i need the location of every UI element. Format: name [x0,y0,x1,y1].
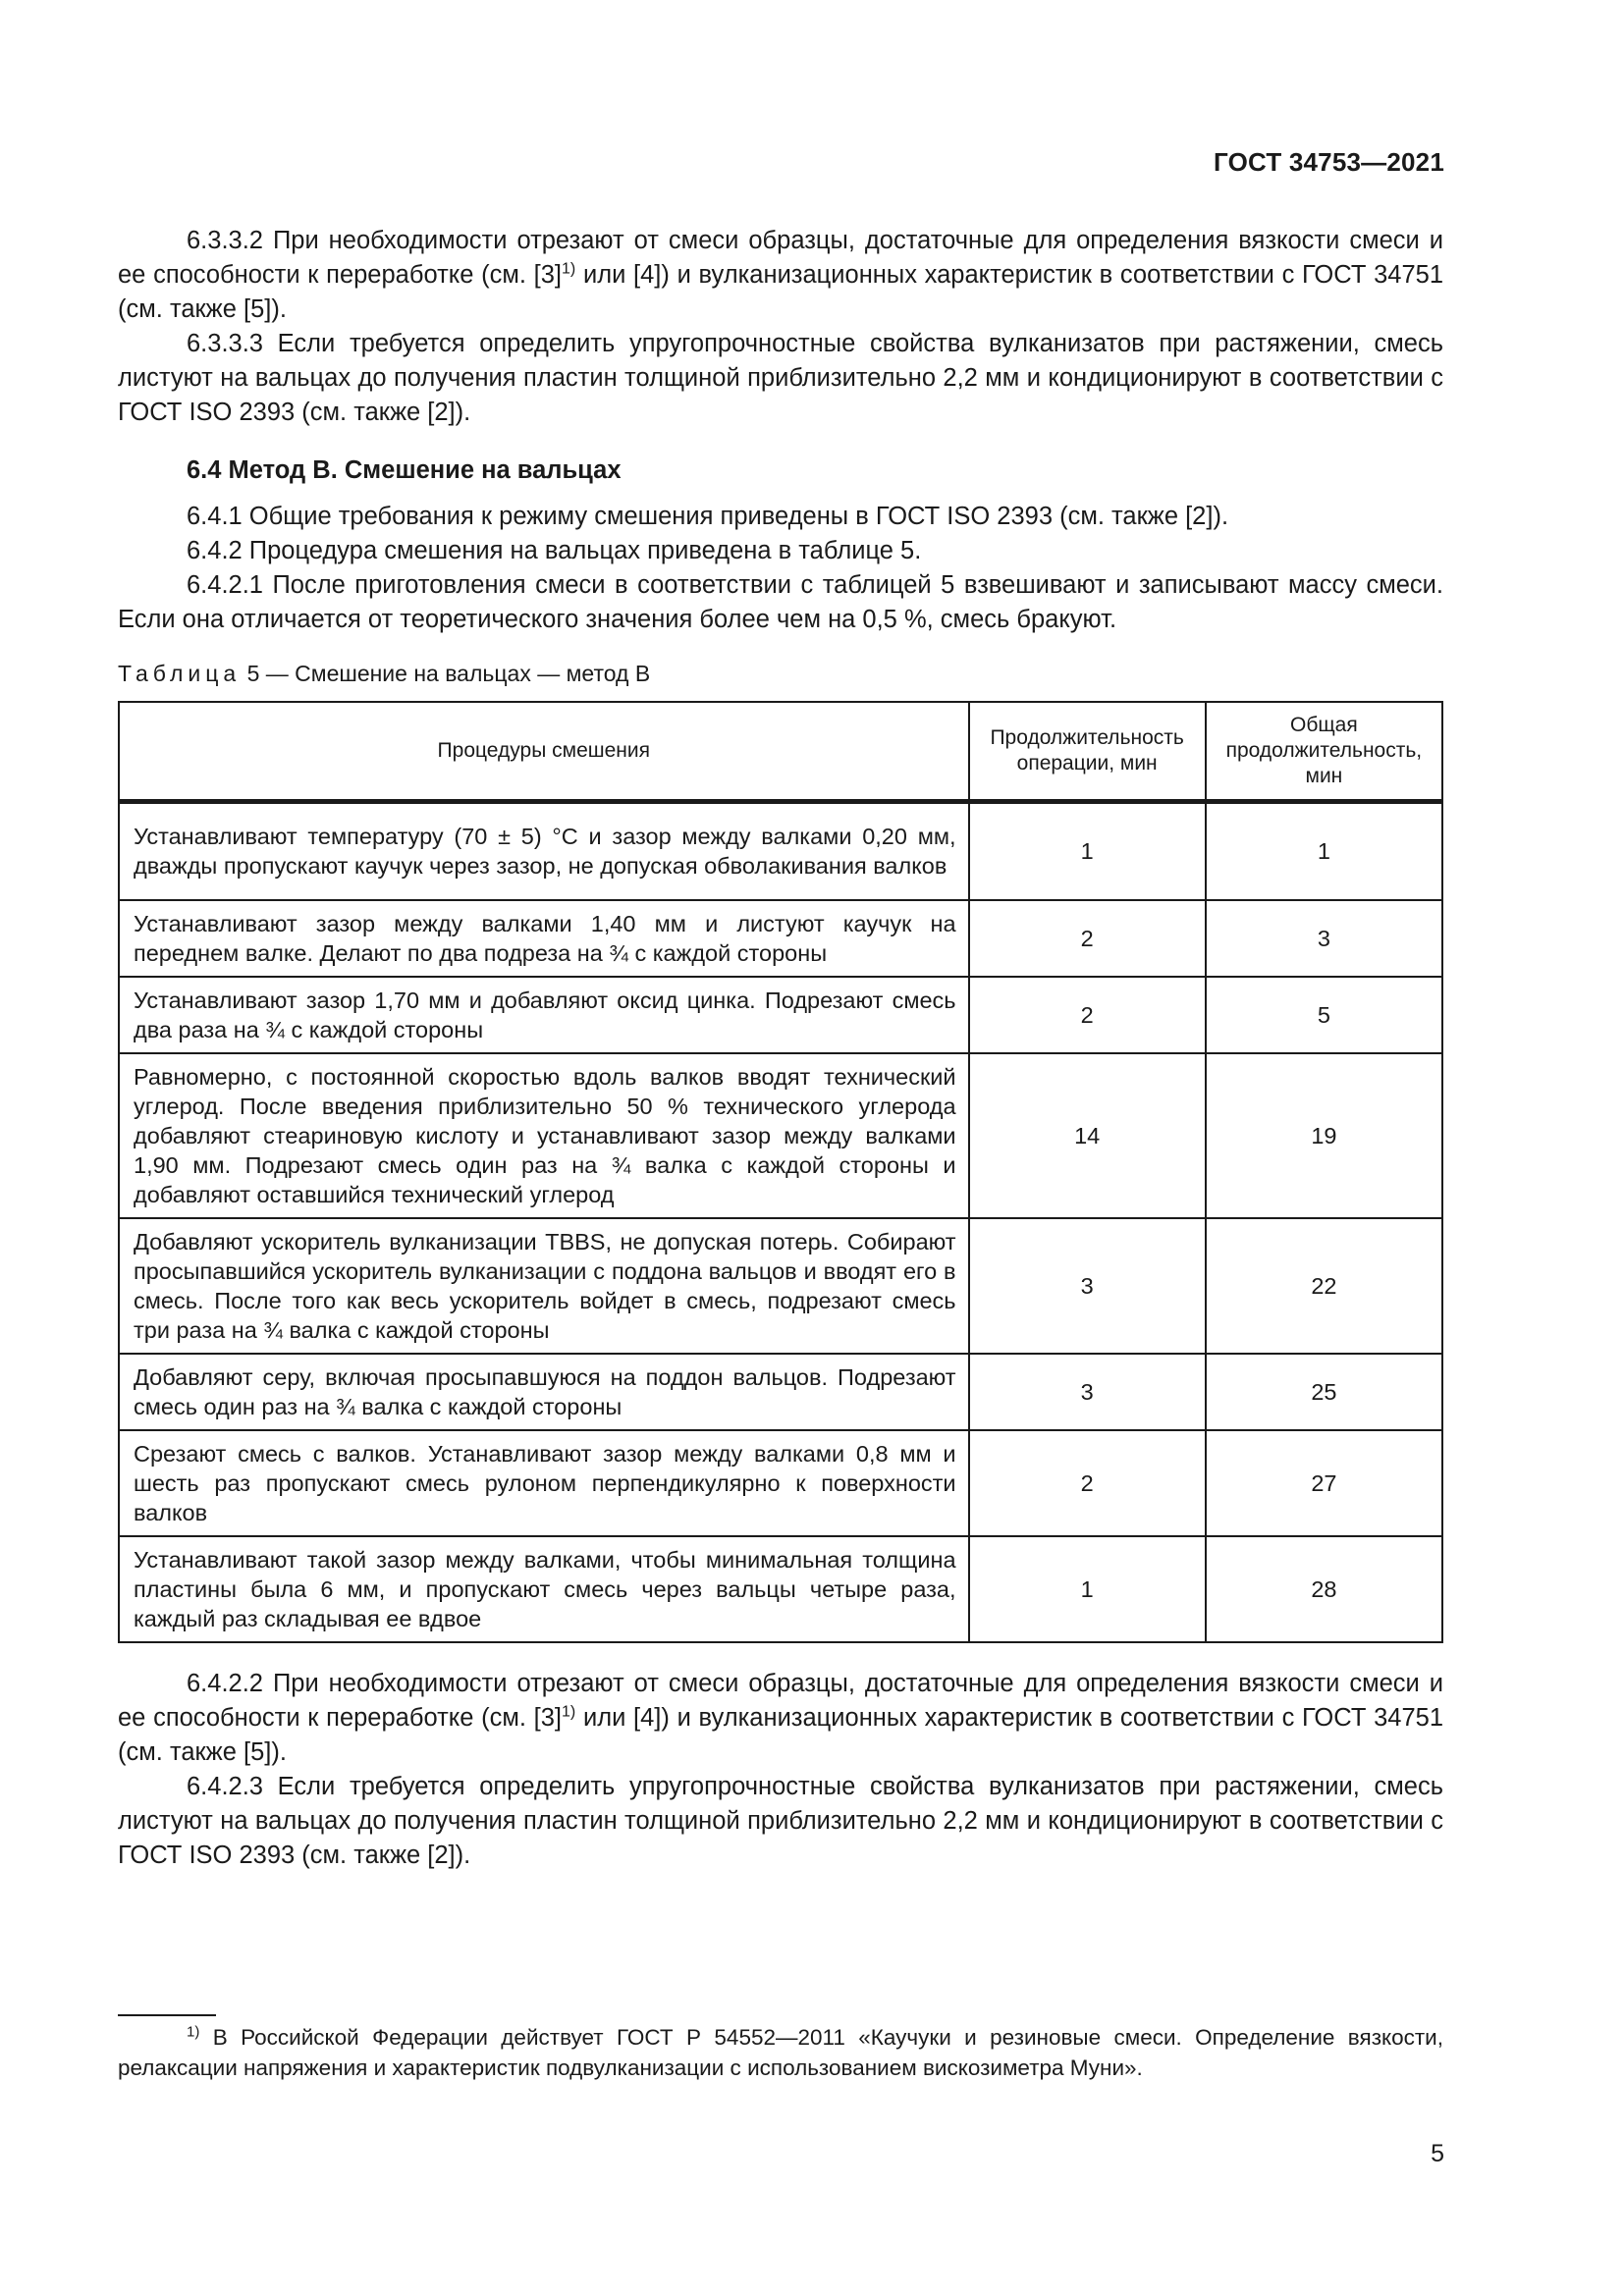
table-caption-text: 5 — Смешение на вальцах — метод В [241,661,651,686]
paragraph-6-4-2-2 [118,1667,1443,1770]
footnote-marker: 1) [187,2023,200,2041]
cell-duration: 3 [969,1218,1206,1354]
cell-total: 25 [1206,1354,1442,1430]
table-row [119,900,1442,977]
cell-procedure: Устанавливают такой зазор между валками, чтобы минимальная толщина пластины была 6 мм, и пропускают смесь через вальцы четыре раза, каждый раз складывая ее вдвое [119,1536,969,1642]
cell-total: 5 [1206,977,1442,1053]
cell-duration: 1 [969,802,1206,900]
cell-procedure: Устанавливают температуру (70 ± 5) °С и зазор между валками 0,20 мм, дважды пропускают каучук через зазор, не допуская обволакивания валков [119,802,969,900]
page-number: 5 [1431,2140,1444,2167]
cell-total: 22 [1206,1218,1442,1354]
paragraph-text: 6.4.2.2 При необходимости отрезают от смеси образцы, достаточные для определения вязкости смеси и ее способности к переработке (см. [3] [118,1669,1443,1732]
footnote [118,2022,1443,2083]
paragraph-6-3-3-2 [118,224,1443,327]
page-content [118,224,1443,1873]
cell-total: 27 [1206,1430,1442,1536]
cell-total: 1 [1206,802,1442,900]
header-procedures: Процедуры смешения [119,702,969,802]
cell-duration: 2 [969,977,1206,1053]
table-header-row [119,702,1442,802]
cell-total: 19 [1206,1053,1442,1218]
paragraph-6-4-2: 6.4.2 Процедура смешения на вальцах приведена в таблице 5. [187,537,922,564]
paragraph-6-4-1: 6.4.1 Общие требования к режиму смешения приведены в ГОСТ ISO 2393 (см. также [2]). [187,503,1229,530]
cell-duration: 2 [969,1430,1206,1536]
table-row [119,1430,1442,1536]
table-row [119,1053,1442,1218]
paragraph-6-4-2-1: 6.4.2.1 После приготовления смеси в соответствии с таблицей 5 взвешивают и записывают массу смеси. Если она отличается от теоретического значения более чем на 0,5 %, смесь бракуют. [118,571,1443,633]
table-caption [118,657,1443,691]
paragraph-6-3-3-3: 6.3.3.3 Если требуется определить упругопрочностные свойства вулканизатов при растяжении, смесь листуют на вальцах до получения пластин толщиной приблизительно 2,2 мм и кондиционируют в соответствии с ГОСТ ISO 2393 (см. также [2]). [118,330,1443,426]
table-row [119,977,1442,1053]
paragraph-6-4-2-3: 6.4.2.3 Если требуется определить упругопрочностные свойства вулканизатов при растяжении, смесь листуют на вальцах до получения пластин толщиной приблизительно 2,2 мм и кондиционируют в соответствии с ГОСТ ISO 2393 (см. также [2]). [118,1772,1443,1869]
cell-procedure: Добавляют серу, включая просыпавшуюся на поддон вальцов. Подрезают смесь один раз на ¾ валка с каждой стороны [119,1354,969,1430]
post-table-paragraphs [118,1667,1443,1873]
section-title: 6.4 Метод В. Смешение на вальцах [187,456,622,484]
cell-duration: 3 [969,1354,1206,1430]
cell-duration: 1 [969,1536,1206,1642]
cell-duration: 14 [969,1053,1206,1218]
table-row [119,802,1442,900]
header-duration: Продолжительность операции, мин [969,702,1206,802]
cell-procedure: Срезают смесь с валков. Устанавливают зазор между валками 0,8 мм и шесть раз пропускают смесь рулоном перпендикулярно к поверхности валков [119,1430,969,1536]
footnote-divider [118,2014,216,2016]
cell-procedure: Добавляют ускоритель вулканизации TBBS, не допуская потерь. Собирают просыпавшийся ускоритель вулканизации с поддона вальцов и вводят его в смесь. После того как весь ускоритель войдет в смесь, подрезают смесь три раза на ¾ валка с каждой стороны [119,1218,969,1354]
cell-procedure: Устанавливают зазор между валками 1,40 мм и листуют каучук на переднем валке. Делают по два подреза на ¾ с каждой стороны [119,900,969,977]
cell-total: 3 [1206,900,1442,977]
cell-duration: 2 [969,900,1206,977]
table-row [119,1218,1442,1354]
cell-procedure: Устанавливают зазор 1,70 мм и добавляют оксид цинка. Подрезают смесь два раза на ¾ с каждой стороны [119,977,969,1053]
header-total: Общая продолжительность, мин [1206,702,1442,802]
cell-total: 28 [1206,1536,1442,1642]
table-row [119,1354,1442,1430]
footnote-ref: 1) [562,1703,576,1720]
table-row [119,1536,1442,1642]
mixing-table [118,701,1443,1643]
table-caption-label: Таблица [118,661,242,686]
paragraph-text: или [4]) и вулканизационных характеристик в соответствии с ГОСТ 34751 (см. также [5]). [118,1703,1444,1766]
cell-procedure: Равномерно, с постоянной скоростью вдоль валков вводят технический углерод. После введения приблизительно 50 % технического углерода добавляют стеариновую кислоту и устанавливают зазор между валками 1,90 мм. Подрезают смесь один раз на ¾ валка с каждой стороны и добавляют оставшийся технический углерод [119,1053,969,1218]
footnote-ref: 1) [562,260,576,278]
document-id: ГОСТ 34753—2021 [1214,147,1444,177]
paragraph-text: 6.3.3.2 При необходимости отрезают от смеси образцы, достаточные для определения вязкости смеси и ее способности к переработке (см. [3] [118,227,1443,289]
footnote-text: В Российской Федерации действует ГОСТ Р 54552—2011 «Каучуки и резиновые смеси. Определение вязкости, релаксации напряжения и характеристик подвулканизации с использованием вискозиметра Муни». [118,2025,1443,2080]
paragraph-text: или [4]) и вулканизационных характеристик в соответствии с ГОСТ 34751 (см. также [5]). [118,261,1444,323]
